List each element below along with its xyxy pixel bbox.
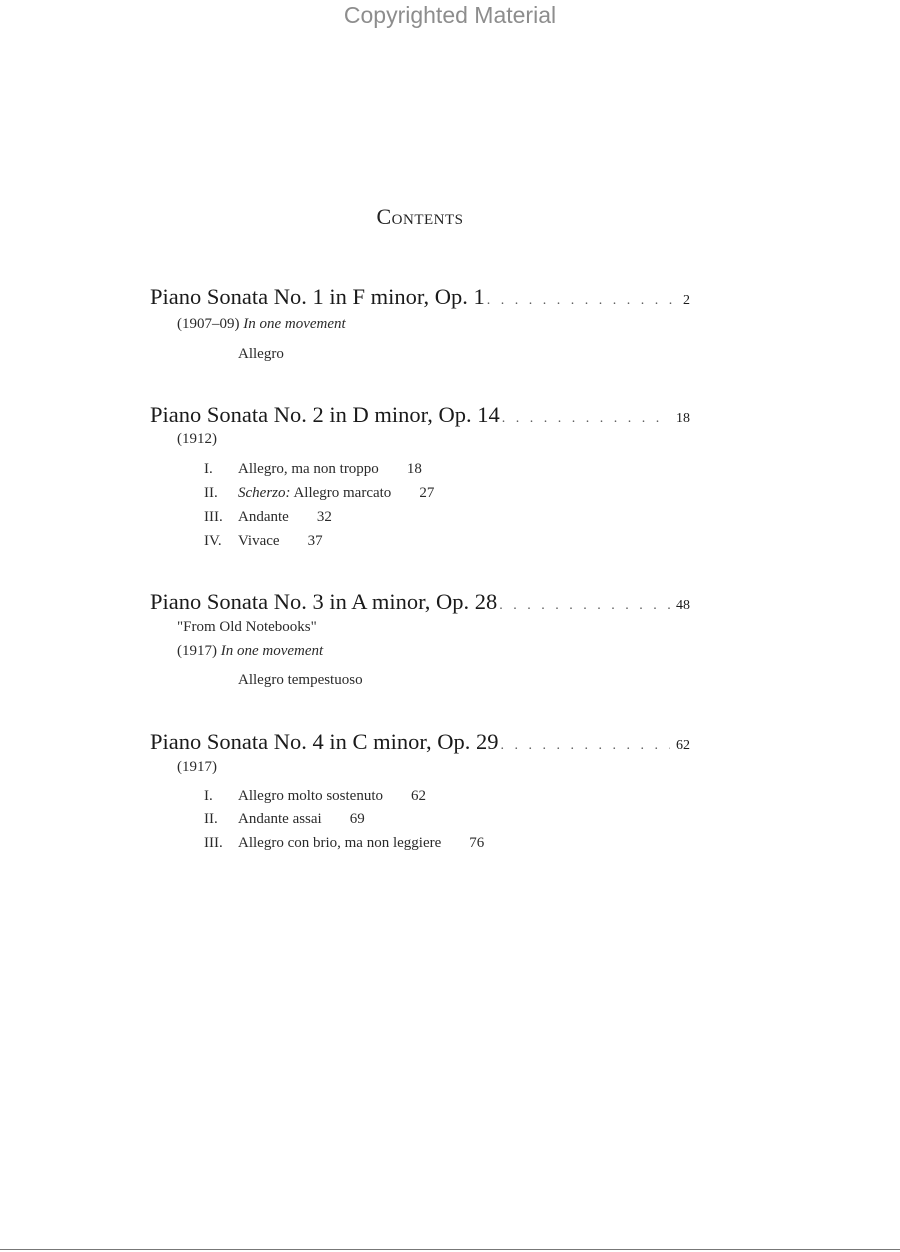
copyright-watermark: Copyrighted Material <box>343 2 557 28</box>
movement-single: Allegro <box>238 346 284 362</box>
entry-date-line <box>177 316 346 333</box>
dot-leader <box>502 411 670 427</box>
entry-date: (1907–09) <box>177 316 240 332</box>
movement-item: I. Allegro molto sostenuto 62 <box>204 788 426 804</box>
toc-entry-sonata-4[interactable] <box>150 729 690 755</box>
page-title: Contents <box>376 204 464 229</box>
entry-page: 18 <box>676 411 690 426</box>
dot-leader <box>499 598 670 614</box>
entry-date: (1912) <box>177 431 217 447</box>
entry-date-line <box>177 643 323 660</box>
movement-item: III. Allegro con brio, ma non leggiere 76 <box>204 835 485 851</box>
toc-entry-sonata-2[interactable] <box>150 402 690 428</box>
movement-item: IV. Vivace 37 <box>204 533 323 549</box>
movement-item: II. Scherzo: Allegro marcato 27 <box>204 485 435 501</box>
entry-note: In one movement <box>243 316 346 332</box>
entry-title: Piano Sonata No. 2 in D minor, Op. 14 <box>150 402 500 427</box>
dot-leader <box>500 738 670 754</box>
toc-entry-sonata-3[interactable] <box>150 589 690 615</box>
entry-page: 62 <box>676 738 690 753</box>
toc-entry-sonata-1[interactable] <box>150 284 690 310</box>
page-bottom-edge <box>0 1249 900 1250</box>
entry-title: Piano Sonata No. 3 in A minor, Op. 28 <box>150 589 498 614</box>
movement-item: I. Allegro, ma non troppo 18 <box>204 461 422 477</box>
entry-subtitle: "From Old Notebooks" <box>177 619 317 635</box>
entry-title: Piano Sonata No. 4 in C minor, Op. 29 <box>150 729 499 754</box>
dot-leader <box>487 293 677 309</box>
entry-page: 48 <box>676 598 690 613</box>
entry-title: Piano Sonata No. 1 in F minor, Op. 1 <box>150 284 485 309</box>
entry-date: (1917) <box>177 643 217 659</box>
movement-single: Allegro tempestuoso <box>238 672 363 688</box>
entry-date: (1917) <box>177 759 217 775</box>
movement-item: II. Andante assai 69 <box>204 811 365 827</box>
entry-page: 2 <box>683 293 690 308</box>
movement-item: III. Andante 32 <box>204 509 332 525</box>
entry-note: In one movement <box>220 643 324 659</box>
